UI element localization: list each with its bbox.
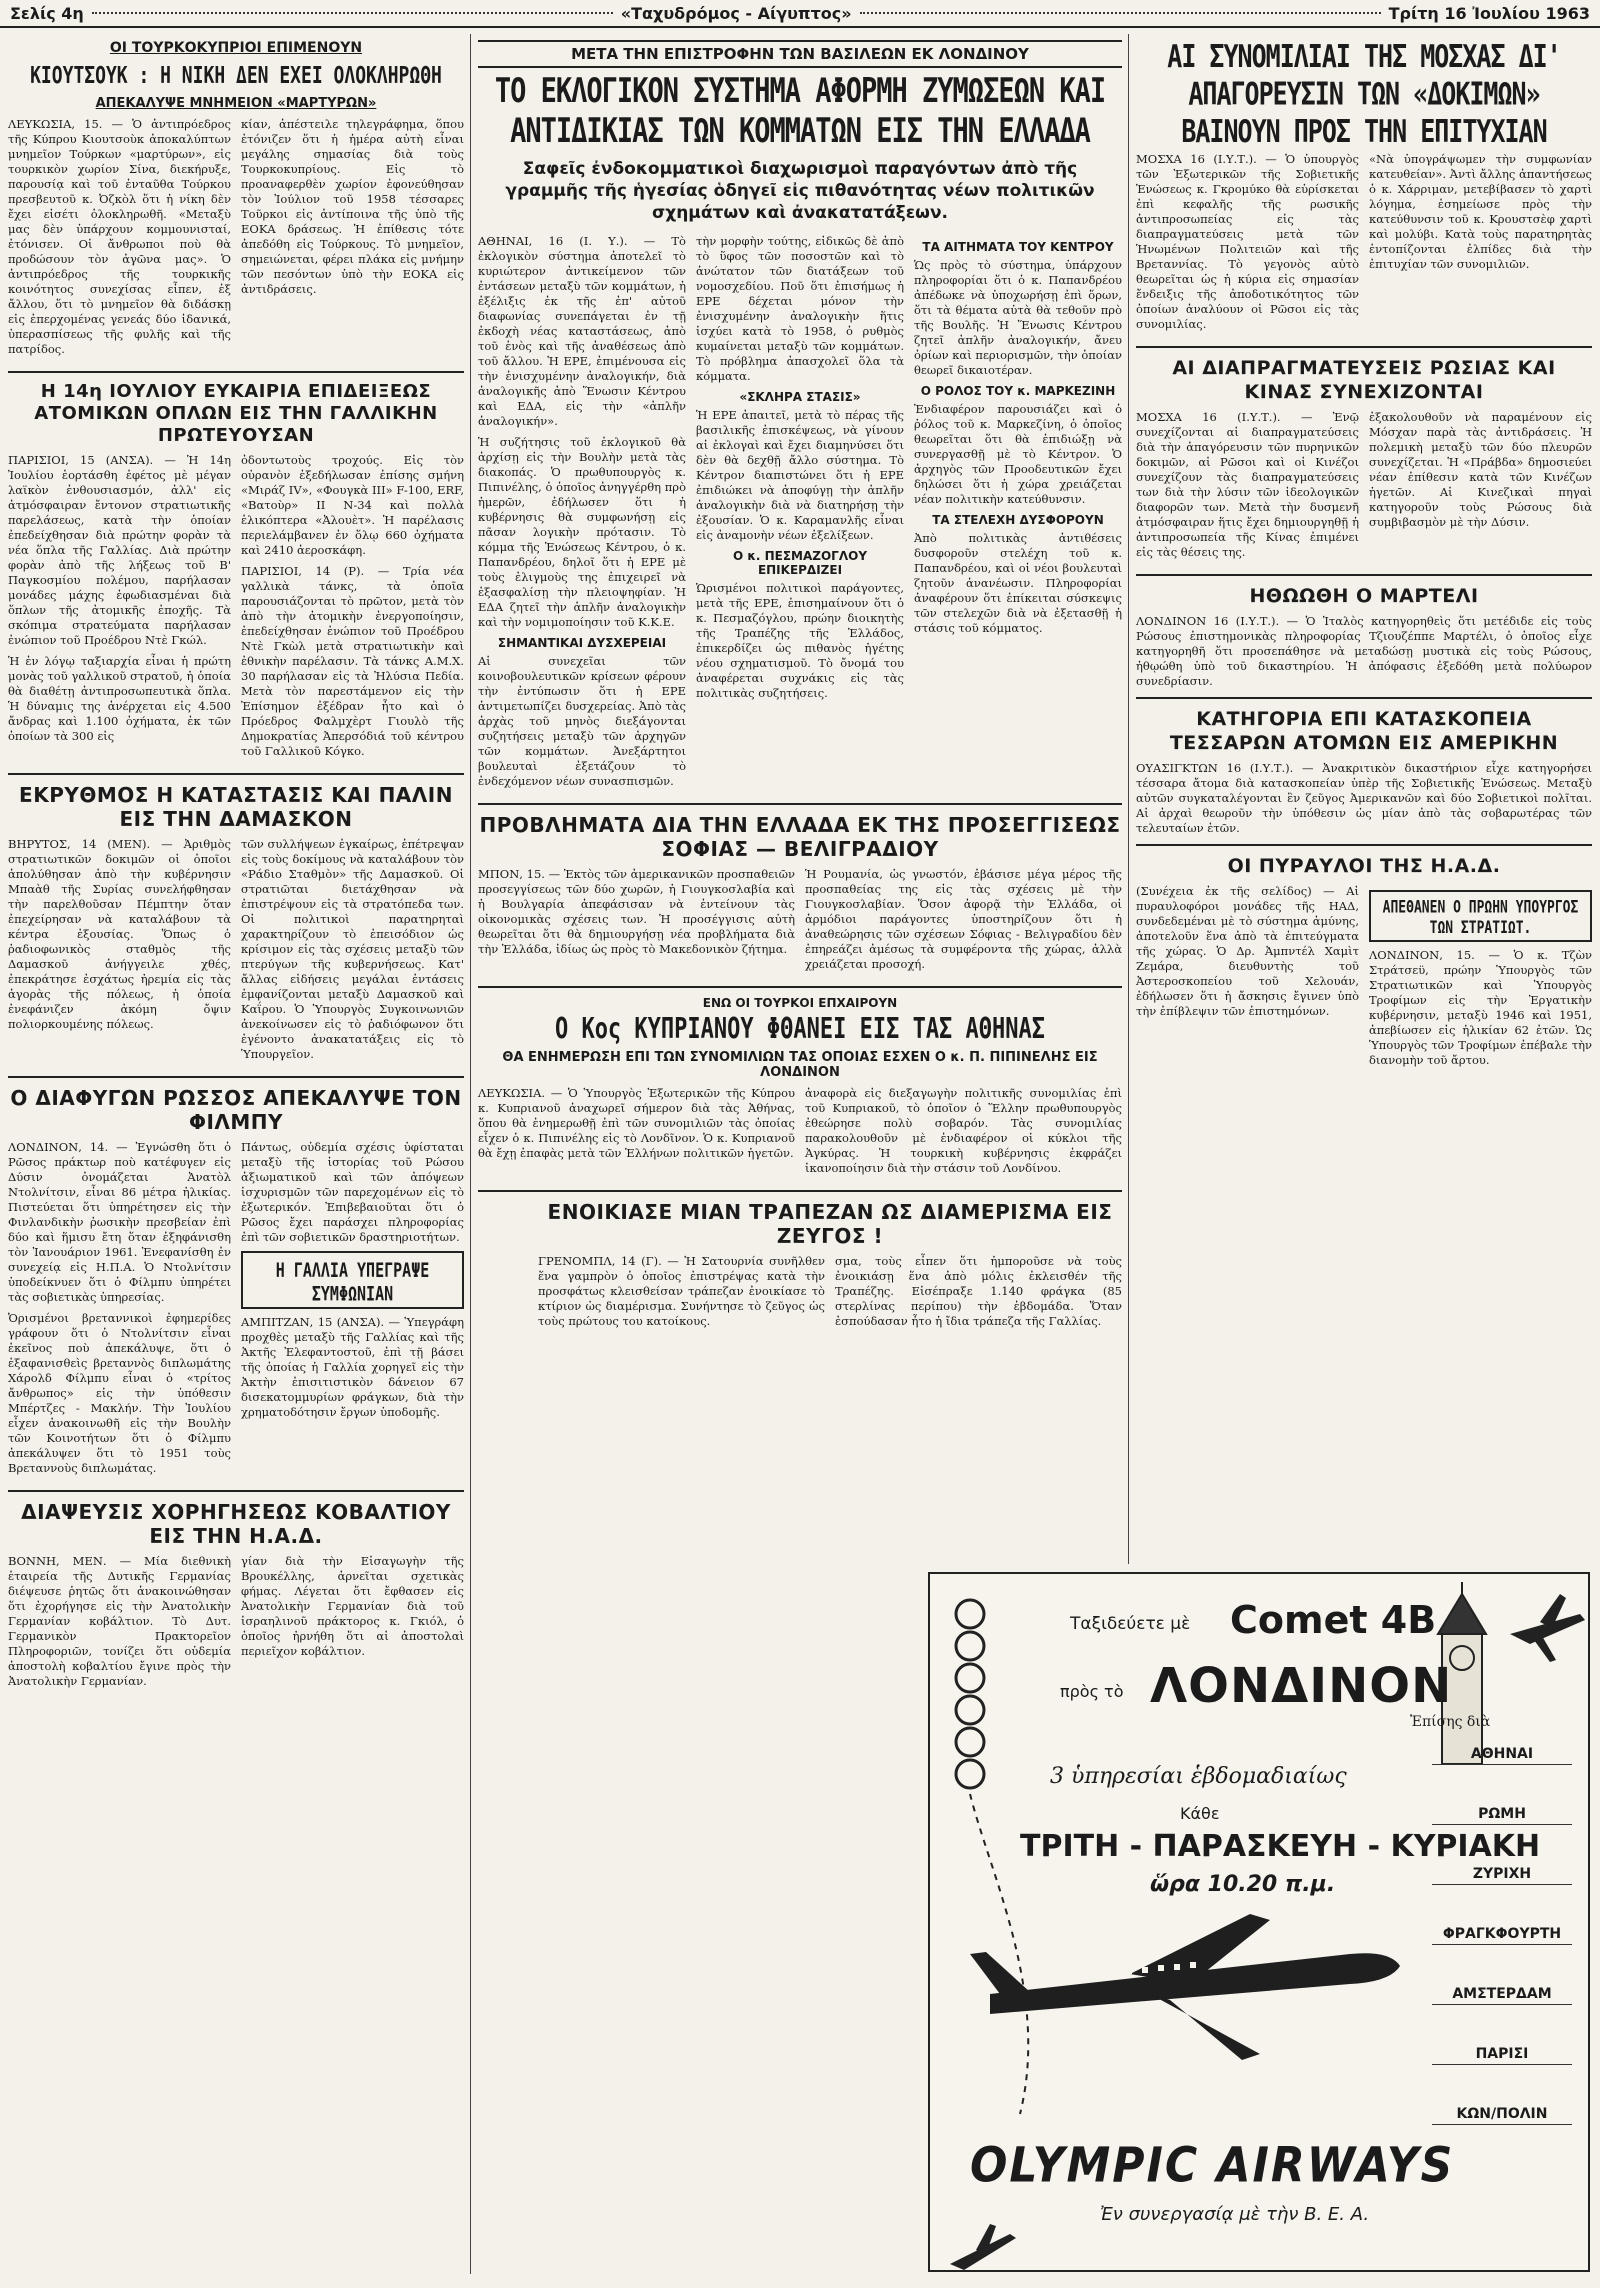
column-right — [1136, 34, 1592, 1074]
ad-departure-time: ὥρα 10.20 π.μ. — [1150, 1872, 1336, 1897]
section-heading: ΣΗΜΑΝΤΙΚΑΙ ΔΥΣΧΕΡΕΙΑΙ — [497, 636, 667, 650]
article-paragraph: «Νὰ ὑπογράψωμεν τὴν συμφωνίαν κατευθείαν». Ἀντὶ ἄλλης ἀπαντήσεως ὁ κ. Χάρριμαν, μετεβίβασεν τὸ χαρτὶ λόγημα, ἐσημείωσε πρὸς τὴν κατεύθυνσιν τοῦ κ. Κρουστσὲφ χαρτὶ καὶ μολύβι. Κατὰ τοὺς παρατηρητὰς ἐντοπίζονται ἐλπίδες διὰ τὴν ἐπιτυχίαν τῶν συνομιλιῶν. — [1369, 152, 1592, 271]
article-paragraph: ΑΘΗΝΑΙ, 16 (Ι. Υ.). — Τὸ ἐκλογικὸν σύστημα ἀποτελεῖ τὸ κυριώτερον ἀντικείμενον τῶν ἐντάσεων μεταξὺ τῶν κομμάτων, ἡ ἐξέλιξις ἐκ τῆς ἐπ' αὐτοῦ διαφωνίας συνεπάγεται ἐν τῇ ἐκδοχὴ νέας καταστάσεως, ἀπὸ τοῦ ἑνὸς καὶ τῆς ἀναθέσεως ἀπὸ τοῦ ἄλλου. Ἡ ΕΡΕ, ἐπιμένουσα εἰς τὴν ἐνισχυμένην ἀναλογικήν, διὰ ἀναλογικῆς ἀπὸ Ἕνωσιν Κέντρου καὶ ΕΔΑ, εἰς τὴν «ἀπλῆν ἀναλογικήν». — [478, 234, 686, 428]
section-heading: ΤΑ ΑΙΤΗΜΑΤΑ ΤΟΥ ΚΕΝΤΡΟΥ — [922, 240, 1114, 254]
article-paragraph: ΛΕΥΚΩΣΙΑ, 15. — Ὁ ἀντιπρόεδρος τῆς Κύπρου Κιουτσοὺκ ἀποκαλύπτων μνημεῖον Τούρκων «μαρτύρων», εἰς τουρκικὸν χωρίον Σίνα, διεκήρυξε, παρουσίᾳ καὶ τοῦ ἐνταῦθα Τούρκου πρεσβευτοῦ κ. Ὀζκὸλ ὅτι ἡ νίκη δὲν ἔχει εἰσέτι ὁλοκληρωθῆ. «Μεταξὺ μας δὲν ὑπάρχουν κομμουνισταί, ἐτόνισεν. Οἱ ἄνθρωποι ποὺ θὰ προδώσουν τὸν ἀγῶνα μας». Ὁ ἀντιπρόεδρος τῆς τουρκικῆς κοινότητος συνεχίσας εἶπεν, ἐξ ἄλλου, ὅτι τὸ μνημεῖον θὰ διδάσκῃ εἰς ἐπερχομένας γενεάς δύο ἰδανικά, ὑπερασπίσεως τῆς φυλῆς καὶ τῆς πατρίδος. — [8, 117, 231, 356]
column-rule — [470, 34, 471, 2274]
article-headline: Ο Κος ΚΥΠΡΙΑΝΟΥ ΦΘΑΝΕΙ ΕΙΣ ΤΑΣ ΑΘΗΝΑΣ — [554, 1013, 1046, 1046]
article-paragraph: ΠΑΡΙΣΙΟΙ, 14 (Ρ). — Τρία νέα γαλλικὰ τάνκς, τὰ ὁποῖα παρουσιάζονται τὸ πρῶτον, μετὰ τὸν ἀπὸ τὴν ἀτομικὴν ἐνεργοποίησιν, ἐπεδείχθησαν ἐνώπιον τοῦ Προέδρου Ντὲ Γκὼλ μετὰ στρατιωτικὴν καὶ ἐθνικὴν παρέλασιν. Τὰ τάνκς Α.Μ.Χ. 30 παρήλασαν εἰς τὰ Ἠλύσια Πεδία. Μετὰ τὸν παρεστάμενον εἰς τὴν Ἐπίσημον ἐξέδραν ἦτο καὶ ὁ Πρόεδρος Φαλμχὲρτ Γιουλὸ τῆς Δημοκρατίας Ἀπερσόδιά τοῦ κέντρου τοῦ Γαλλικοῦ Κόγκο. — [241, 564, 464, 758]
ad-destination-london: ΛΟΝΔΙΝΟΝ — [1150, 1658, 1453, 1714]
ad-brand-name: OLYMPIC AIRWAYS — [970, 2137, 1455, 2194]
ad-city-amsterdam: ΑΜΣΤΕΡΔΑΜ — [1432, 1986, 1572, 2005]
article-headline: ΠΡΟΒΛΗΜΑΤΑ ΔΙΑ ΤΗΝ ΕΛΛΑΔΑ ΕΚ ΤΗΣ ΠΡΟΣΕΓΓΙΣΕΩΣ ΣΟΦΙΑΣ — ΒΕΛΙΓΡΑΔΙΟΥ — [479, 813, 1121, 861]
article-paragraph: Ὡρισμένοι πολιτικοὶ παράγοντες, μετὰ τῆς ΕΡΕ, ἐπισημαίνουν ὅτι ὁ κ. Πεσμαζόγλου, πρώην διοικητὴς τῆς Τραπέζης τῆς Ἑλλάδος, ἐπικερδίζει ὡς πιθανὸς ἡγέτης νέου σχηματισμοῦ. Τὸ ὄνομά του ἀναφέρεται συχνάκις εἰς τὰς πολιτικὰς συζητήσεις. — [696, 581, 904, 700]
article-paragraph: κίαν, ἀπέστειλε τηλεγράφημα, ὅπου ἐτόνιζεν ὅτι ἡ ἡμέρα αὐτὴ εἶναι μεγάλης σημασίας διὰ τοὺς Τουρκοκυπρίους. Εἰς τὸ προαναφερθὲν χωρίον ἐφονεύθησαν τὸν Ἰούλιον τοῦ 1958 τέσσαρες Τοῦρκοι εἰς ἀντίποινα τῆς ὑπὸ τῆς ΕΟΚΑ δράσεως. Ἡ ἐπίθεσις τότε ἀπεδόθη εἰς Τούρκους. Τὸ μνημεῖον, σημειώνεται, φέρει πλάκα εἰς μνήμην τῶν πεσόντων ὑπὸ τὴν ΕΟΚΑ εἰς ἀντιδράσεις. — [241, 117, 464, 296]
article-paragraph: ΜΠΟΝ, 15. — Ἐκτὸς τῶν ἀμερικανικῶν προσπαθειῶν προσεγγίσεως τῶν δύο χωρῶν, ἡ Γιουγκοσλαβία καὶ ἡ Βουλγαρία ἀπεφάσισαν νὰ ἐντείνουν τὰς οἰκονομικὰς σχέσεις των. Ἡ προσέγγισις αὐτὴ θεωρεῖται ὅτι θὰ δημιουργήσῃ νέα προβλήματα διὰ τὴν Ἑλλάδα, ἰδίως ὡς πρὸς τὸ Μακεδονικὸν ζήτημα. — [478, 867, 795, 956]
divider — [8, 1490, 464, 1492]
article-headline: ΑΠΕΘΑΝΕΝ Ο ΠΡΩΗΝ ΥΠΟΥΡΓΟΣ ΤΩΝ ΣΤΡΑΤΙΩΤ. — [1382, 898, 1579, 939]
article-paragraph: Ἐνδιαφέρον παρουσιάζει καὶ ὁ ῥόλος τοῦ κ. Μαρκεζίνη, ὁ ὁποῖος θεωρεῖται ὅτι θὰ ἐπιδιώξῃ νὰ συνεργασθῇ μὲ τὸ Κέντρον. Ὁ ἀρχηγὸς τῶν Προοδευτικῶν ἔχει δηλώσει ὅτι ἡ χώρα χρειάζεται νέαν πολιτικὴν κατεύθυνσιν. — [914, 402, 1122, 506]
article-paragraph: ΜΟΣΧΑ 16 (Ι.Υ.Τ.). — Ἐνῷ συνεχίζονται αἱ διαπραγματεύσεις διὰ τὴν ἀπαγόρευσιν τῶν πυρηνικῶν δοκιμῶν, αἱ Ρῶσοι καὶ οἱ Κινέζοι συνεχίζουν τὰς διαπραγματεύσεις των διὰ τὴν λύσιν τῶν ἰδεολογικῶν διαφορῶν των. Μετὰ τὴν δυσμενῆ ἀτμόσφαιραν ἥτις ἔχει δημιουργηθῇ ἡ ἀντιπροσωπεία τῆς Κίνας ἐπιμένει εἰς τὰς θέσεις της. — [1136, 410, 1359, 559]
divider — [8, 1076, 464, 1078]
masthead-divider — [92, 12, 613, 14]
article-headline: Η ΓΑΛΛΙΑ ΥΠΕΓΡΑΨΕ ΣΥΜΦΩΝΙΑΝ — [275, 1259, 430, 1306]
article-headline: Η 14η ΙΟΥΛΙΟΥ ΕΥΚΑΙΡΙΑ ΕΠΙΔΕΙΞΕΩΣ ΑΤΟΜΙΚΩΝ ΟΠΛΩΝ ΕΙΣ ΤΗΝ ΓΑΛΛΙΚΗΝ ΠΡΩΤΕΥΟΥΣΑΝ — [34, 381, 438, 446]
ad-city-paris: ΠΑΡΙΣΙ — [1432, 2046, 1572, 2065]
article-philby — [8, 1086, 464, 1482]
column-middle — [478, 34, 1122, 1335]
article-headline: ΗΘΩΩΘΗ Ο ΜΑΡΤΕΛΙ — [1249, 585, 1479, 607]
article-cobalt — [8, 1500, 464, 1695]
column-rule — [1128, 34, 1129, 1564]
divider — [478, 803, 1122, 805]
article-paragraph: Ὡς πρὸς τὸ σύστημα, ὑπάρχουν πληροφορίαι ὅτι ὁ κ. Παπανδρέου ἀπέδωκε νὰ ὑποχωρήσῃ ἐπὶ ὅρων, ὅτι τὰ θέματα αὐτὰ θὰ τεθοῦν πρὸ τῆς Βουλῆς. Ἡ Ἕνωσις Κέντρου ζητεῖ ἀπλῆν ἀναλογικήν, ἄνευ ὁρίων καὶ περιορισμῶν, τὴν ὁποίαν θεωρεῖ δικαιοτέραν. — [914, 258, 1122, 377]
article-paragraph: Αἱ συνεχεῖαι τῶν κοινοβουλευτικῶν κρίσεων φέρουν τὴν ἐντύπωσιν ὅτι ἡ ΕΡΕ ἀντιμετωπίζει δυσχερείας. Ἀπὸ τὰς ἀρχὰς τοῦ μηνὸς διεξάγονται συζητήσεις μεταξὺ τῶν ἀρχηγῶν τῶν κομμάτων. Ἀνεξάρτητοι βουλευταὶ ἐξετάζουν τὸ ἐνδεχόμενον νέων συνασπισμῶν. — [478, 654, 686, 788]
article-paragraph: ΒΟΝΝΗ, ΜΕΝ. — Μία διεθνικὴ ἑταιρεία τῆς Δυτικῆς Γερμανίας διέψευσε ῥητῶς ὅτι ἀνακοινώθησαν ὅτι ἐχορήγησε εἰς τὴν Ἀνατολικὴν Γερμανίαν κοβάλτιον. Τὸ Δυτ. Γερμανικὸν Πρακτορεῖον Πληροφοριῶν, τονίζει ὅτι οὐδεμία ἀποστολὴ κοβαλτίου ἔγινε πρὸς τὴν Ἀνατολικὴν Γερμανίαν. — [8, 1554, 231, 1688]
jet-plane-icon — [1510, 1594, 1585, 1662]
ad-also-to: Ἐπίσης διὰ — [1410, 1714, 1491, 1730]
divider — [8, 773, 464, 775]
article-lead: Σαφεῖς ἐνδοκομματικοὶ διαχωρισμοὶ παραγόντων ἀπὸ τῆς γραμμῆς τῆς ἡγεσίας ὁδηγεῖ εἰς πιθανότητας νέων πολιτικῶν σχημάτων καὶ ἀνακατατάξεων. — [505, 159, 1095, 223]
article-paragraph: ΜΟΣΧΑ 16 (Ι.Υ.Τ.). — Ὁ ὑπουργὸς τῶν Ἐξωτερικῶν τῆς Σοβιετικῆς Ἑνώσεως κ. Γκρομύκο θὰ εὑρίσκεται ἐπὶ κεφαλῆς τῆς ρωσικῆς ἀντιπροσωπείας εἰς τὰς διαπραγματεύσεις μετὰ τῶν Ἡνωμένων Πολιτειῶν καὶ τῆς Βρεταννίας. Τὸ γεγονὸς αὐτὸ θεωρεῖται ὡς ἡ κύρια εἰς σημασίαν ἔνδειξις τῆς ἀποδοτικότητος τῶν ὁποίων ἀναλύουν οἱ Ρῶσοι εἰς τὰς συνομιλίας. — [1136, 152, 1359, 331]
masthead-divider — [860, 12, 1381, 14]
article-paragraph: Ἡ ἐν λόγῳ ταξιαρχία εἶναι ἡ πρώτη μονὰς τοῦ γαλλικοῦ στρατοῦ, ἡ ὁποία θὰ διαθέτῃ ἀντιπροσωπευτικὰ ὅπλα. Ἡ δύναμις της ἀνέρχεται εἰς 4.500 ἄνδρας καὶ 1.100 ὀχήματα, ἐκ τῶν ὁποίων τὰ 300 εἰς — [8, 654, 231, 743]
sub-article-box — [241, 1251, 464, 1309]
article-paragraph: ΟΥΑΣΙΓΚΤΩΝ 16 (Ι.Υ.Τ.). — Ἀνακριτικὸν δικαστήριον εἶχε κατηγορήσει τέσσαρα ἄτομα διὰ κατασκοπείαν ὑπὲρ τῆς Σοβιετικῆς Ἑνώσεως. Μεταξὺ αὐτῶν συγκαταλέγονται ἓν ζεῦγος Ἀμερικανῶν καὶ δύο Σοβιετικοὶ πολῖται. Αἱ ἀρχαὶ θεωροῦν τὴν ὑπόθεσιν ὡς μίαν ἀπὸ τὰς σοβαρωτέρας τῶν τελευταίων ἐτῶν. — [1136, 761, 1592, 835]
divider — [478, 1190, 1122, 1192]
ad-towards: πρὸς τὸ — [1060, 1682, 1124, 1701]
article-paragraph: ΓΡΕΝΟΜΠΛ, 14 (Γ). — Ἡ Σατουρνία συνῆλθεν ἕνα γαμπρὸν ὁ ὁποῖος ἐπιστρέψας κατὰ τὴν προσφάτως κλεισθείσαν τράπεζαν ἐνοικίασε τὸ κτίριον ὡς διαμέρισμα. Συνήντησε τὸ ζεῦγος ὡς τοὺς πρώτους του κατοίκους. — [538, 1254, 825, 1328]
ad-city-frankfurt: ΦΡΑΓΚΦΟΥΡΤΗ — [1432, 1926, 1572, 1945]
olympic-airways-advertisement — [928, 1572, 1590, 2272]
article-sofia-belgrade — [478, 813, 1122, 978]
article-kicker: ΟΙ ΤΟΥΡΚΟΚΥΠΡΙΟΙ ΕΠΙΜΕΝΟΥΝ — [109, 40, 363, 56]
ad-days: ΤΡΙΤΗ - ΠΑΡΑΣΚΕΥΗ - ΚΥΡΙΑΚΗ — [1020, 1829, 1541, 1864]
article-headline: ΤΟ ΕΚΛΟΓΙΚΟΝ ΣΥΣΤΗΜΑ ΑΦΟΡΜΗ ΖΥΜΩΣΕΩΝ ΚΑΙ ΑΝΤΙΔΙΚΙΑΣ ΤΩΝ ΚΟΜΜΑΤΩΝ ΕΙΣ ΤΗΝ ΕΛΛΑΔΑ — [494, 72, 1106, 151]
divider — [1136, 574, 1592, 576]
section-heading: ΤΑ ΣΤΕΛΕΧΗ ΔΥΣΦΟΡΟΥΝ — [932, 513, 1104, 527]
divider — [478, 986, 1122, 988]
article-espionage — [1136, 707, 1592, 836]
sub-article-box — [1369, 890, 1592, 942]
article-headline: ΕΚΡΥΘΜΟΣ Η ΚΑΤΑΣΤΑΣΙΣ ΚΑΙ ΠΑΛΙΝ ΕΙΣ ΤΗΝ ΔΑΜΑΣΚΟΝ — [19, 783, 453, 831]
article-paragraph: γίαν διὰ τὴν Εἰσαγωγὴν τῆς Βρουκέλλης, ἀρνεῖται σχετικὰς φήμας. Λέγεται ὅτι ἔφθασεν εἰς Ἀνατολικὴν Γερμανίαν διὰ τοῦ ἰσραηλινοῦ πράκτορος κ. Γκιόλ, ὁ ὁποῖος ἠρνήθη ὅτι αἱ ἀποστολαὶ περιεῖχον κοβάλτιον. — [241, 1554, 464, 1658]
ad-every: Κάθε — [1180, 1804, 1220, 1823]
article-paragraph: Πάντως, οὐδεμία σχέσις ὑφίσταται μεταξὺ τῆς ἱστορίας τοῦ Ρώσου ἀξιωματικοῦ καὶ τῶν ἀπόψεων ἰσχυρισμῶν τῶν παρεχομένων εἰς τὸ ἐξωτερικόν. Ἐπιβεβαιοῦται ὅτι ὁ Ρῶσος ἔχει παράσχει πληροφορίας ἐπὶ τῶν σοβιετικῶν δραστηριοτήτων. — [241, 1140, 464, 1244]
article-paragraph: τὴν μορφὴν τούτης, εἰδικῶς δὲ ἀπὸ τὸ ὕφος τῶν ποσοστῶν καὶ τὸ ἀνώτατον τῶν διατάξεων τοῦ νομοσχεδίου. Ποῦ ὅτι ἐπισήμως ἡ ΕΡΕ δέχεται μόνον τὴν ἐνισχυμένην ἀναλογικὴν ἥτις ἰσχύει κατὰ τὸ 1958, ὁ ρυθμὸς κυμαίνεται μεταξὺ τῶν κομμάτων. Τὸ πρόβλημα ἀπασχολεῖ ὅλα τὰ κόμματα. — [696, 234, 904, 383]
ad-city-zurich: ΖΥΡΙΧΗ — [1432, 1866, 1572, 1885]
article-paragraph: ἐξακολουθοῦν νὰ παραμένουν εἰς Μόσχαν παρὰ τὰς ἀντιδράσεις. Ἡ πολεμικὴ μεταξὺ τῶν δύο πλευρῶν συνεχίζεται. Ἡ «Πράβδα» δημοσιεύει νέαν ἐπίθεσιν κατὰ τῶν Κινέζων ἡγετῶν. Αἱ Κινεζικαὶ πηγαὶ κατηγοροῦν τοὺς Ρώσους διὰ συμβιβασμὸν μὲ τὴν Δύσιν. — [1369, 410, 1592, 529]
issue-date: Τρίτη 16 Ἰουλίου 1963 — [1388, 3, 1590, 23]
article-kyprianou — [478, 996, 1122, 1182]
ad-travel-with: Ταξιδεύετε μὲ — [1070, 1614, 1191, 1634]
article-paragraph: (Συνέχεια ἐκ τῆς σελίδος) — Αἱ πυραυλοφόροι μονάδες τῆς ΗΑΔ, συνδεδεμέναι μὲ τὸ σύστημα ἀμύνης, ἀποτελοῦν ἕνα ἀπὸ τὰ ἐπιτεύγματα τῆς χώρας. Ὁ Δρ. Ἀμπντέλ Χαμὶτ Ζεμάρα, διευθυντὴς τοῦ Ἀστεροσκοπείου τοῦ Χελουάν, ἐδήλωσεν ὅτι ἡ ἄσκησις ἔγινεν ὑπὸ τὴν ἐπίβλεψιν τῶν ἐπιστημόνων. — [1136, 884, 1359, 1018]
page-number: Σελίς 4η — [10, 3, 84, 23]
article-paragraph: ΠΑΡΙΣΙΟΙ, 15 (ΑΝΣΑ). — Ἡ 14η Ἰουλίου ἑορτάσθη ἐφέτος μὲ μέγαν λαϊκὸν ἐνθουσιασμόν, ἀλλ' εἰς ἀτμόσφαιραν ἔντονον στρατιωτικῆς παρελάσεως, κατὰ τὴν ὁποίαν ἐπεδείχθησαν διὰ πρώτην φορὰν τὰ νέα ὅπλα τῆς Γαλλίας. Διὰ πρώτην φορὰν ἀπὸ τῆς λήξεως τοῦ Β' Παγκοσμίου πολέμου, παρήλασαν μονάδες μάχης ἐφωδιασμέναι διὰ ὅπλων τῆς ἀτομικῆς ἐποχῆς. Τὰ σκόπιμα στρατεύματα παρήλασαν ἐνώπιον τοῦ Προέδρου Ντὲ Γκώλ. — [8, 453, 231, 647]
comet-airplane-icon — [970, 1914, 1400, 2060]
article-paragraph: Ἡ Ρουμανία, ὡς γνωστόν, ἐβάσισε μέγα μέρος τῆς προσπαθείας της εἰς τὰς σχέσεις μὲ τὴν Γιουγκοσλαβίαν. Ὅσον ἀφορᾷ τὴν Ἑλλάδα, οἱ ἁρμόδιοι παράγοντες ὑποστηρίζουν ὅτι ἡ ἀναθεώρησις τῶν σχέσεων Σόφιας - Βελιγραδίου δὲν ἐπηρεάζει ἀμέσως τὰ συμφέροντα τῆς χώρας, ἀλλὰ χρειάζεται προσοχή. — [805, 867, 1122, 971]
bottom-plane-icon — [950, 2224, 1016, 2270]
article-paragraph: Ἡ ΕΡΕ ἀπαιτεῖ, μετὰ τὸ πέρας τῆς βασιλικῆς ἐπισκέψεως, νὰ γίνουν αἱ ἐκλογαὶ καὶ ἔχει διαμηνύσει ὅτι δὲν θὰ δεχθῇ ἄλλο σύστημα. Τὸ Κέντρον διαπιστώνει ὅτι ἡ ΕΡΕ ἐπιδιώκει νὰ ἀποφύγῃ τὴν ἀπλῆν ἀναλογικὴν διὰ νὰ διατηρήσῃ τὴν ἐξουσίαν. Ὁ κ. Καραμανλῆς εἶναι εἰς ἀναμονὴν νέων ἐξελίξεων. — [696, 408, 904, 542]
article-paragraph: ΑΜΠΙΤΖΑΝ, 15 (ΑΝΣΑ). — Ὑπεγράφη προχθὲς μεταξὺ τῆς Γαλλίας καὶ τῆς Ἀκτῆς Ἐλεφαντοστοῦ, ἐπὶ τῇ βάσει τῆς ὁποίας ἡ Γαλλία χορηγεῖ εἰς τὴν Ἀκτὴν ἐπισιτιστικὸν δάνειον 67 δισεκατομμυρίων φράγκων, διὰ τὴν χρηματοδότησιν ἔργων ὑποδομῆς. — [241, 1315, 464, 1419]
ad-city-rome: ΡΩΜΗ — [1432, 1806, 1572, 1825]
article-paragraph: Ἀπὸ πολιτικὰς ἀντιθέσεις δυσφοροῦν στελέχη τοῦ κ. Παπανδρέου, καὶ οἱ νέοι βουλευταὶ ζητοῦν ἀνανέωσιν. Πληροφορίαι ἀναφέρουν ὅτι ἐπίκειται σύσκεψις τῶν στελεχῶν διὰ νὰ ἐξετασθῇ ἡ στάσις τοῦ κόμματος. — [914, 531, 1122, 635]
article-paragraph: ἀναφορὰ εἰς διεξαγωγὴν πολιτικῆς συνομιλίας ἐπὶ τοῦ Κυπριακοῦ, τὸ ὁποῖον ὁ Ἕλλην πρωθυπουργὸς ἐθεώρησε πολὺ σοβαρόν. Τὰς συνομιλίας παρακολουθοῦν μὲ ἐνδιαφέρον οἱ κύκλοι τῆς Ἀγκύρας. Ἡ τουρκικὴ κυβέρνησις ἐκφράζει ἱκανοποίησιν διὰ τὴν στάσιν τοῦ Λονδίνου. — [805, 1086, 1122, 1175]
article-marteli — [1136, 584, 1592, 689]
article-russia-china — [1136, 356, 1592, 566]
olympic-rings-icon — [956, 1600, 984, 1788]
article-paragraph: ΛΕΥΚΩΣΙΑ. — Ὁ Ὑπουργὸς Ἐξωτερικῶν τῆς Κύπρου κ. Κυπριανοῦ ἀναχωρεῖ σήμερον διὰ τὰς Ἀθήνας, ὅπου θὰ ἐνημερωθῇ ἐπὶ τῶν συνομιλιῶν τὰς ὁποίας εἶχεν ὁ κ. Πιπινέλης εἰς τὸ Λονδῖνον. Ὁ κ. Κυπριανοῦ θὰ ἔχῃ ἐπαφὰς μετὰ τῶν Ἑλλήνων πολιτικῶν ἡγετῶν. — [478, 1086, 795, 1160]
divider — [8, 371, 464, 373]
article-headline: ΑΙ ΔΙΑΠΡΑΓΜΑΤΕΥΣΕΙΣ ΡΩΣΙΑΣ ΚΑΙ ΚΙΝΑΣ ΣΥΝΕΧΙΖΟΝΤΑΙ — [1172, 357, 1556, 403]
article-paragraph: ΒΗΡΥΤΟΣ, 14 (ΜΕΝ). — Ἀριθμὸς στρατιωτικῶν δοκιμῶν οἱ ὁποῖοι ἀπολύθησαν ἀπὸ τὴν κυβέρνησιν Μπαὰθ τῆς Συρίας συνελήφθησαν τὴν παρελθοῦσαν Πέμπτην ὅταν ἐπεχείρησαν νὰ καταλάβουν τὰ κέντρα ἐξουσίας. Ὅπως ὁ ῥαδιοφωνικὸς σταθμὸς τῆς Δαμασκοῦ ἀνήγγειλε χθές, ἐπεκράτησε ἐσχάτως ἠρεμία εἰς τὰς ἀγορὰς τῆς πόλεως, ἡ ὁποία ἐνεφάνιζεν ἀκόμη ὄψιν πολιορκουμένης πόλεως. — [8, 837, 231, 1031]
ad-frequency: 3 ὑπηρεσίαι ἑβδομαδιαίως — [1050, 1764, 1347, 1789]
article-kicker: ΕΝΩ ΟΙ ΤΟΥΡΚΟΙ ΕΠΧΑΙΡΟΥΝ — [702, 996, 898, 1010]
newspaper-name: «Ταχυδρόμος - Αίγυπτος» — [620, 3, 852, 23]
article-paragraph: σμα, τοὺς εἶπεν ὅτι ἠμποροῦσε νὰ τοὺς ἐνοικιάσῃ ἕνα ἀπὸ μόλις ἐκλεισθέν τῆς Τραπέζης. Εἰσέπραξε 1.140 φράγκα (85 στερλίνας περίπου) τὴν ἑβδομάδα. Ὅταν ἐσπούδασαν ἦτο ἡ ἴδια τράπεζα τῆς Γαλλίας. — [835, 1254, 1122, 1328]
article-damascus — [8, 783, 464, 1068]
article-paragraph: Ὁρισμένοι βρεταννικοὶ ἐφημερίδες γράφουν ὅτι ὁ Ντολνίτσιν εἶναι ἐκεῖνος ποὺ ἀπεκάλυψε, ὅτι ὁ ἐξαφανισθεὶς βρεταννὸς διπλωμάτης Χάρολδ Φίλμπυ εἶναι ὁ «τρίτος ἄνθρωπος» εἰς τὴν ὑπόθεσιν Μπέρτζες - Μακλήν. Τὴν Ἰουλίου εἶχεν ἀνακοινωθῆ εἰς τὴν Βουλὴν τῶν Κοινοτήτων ὅτι ὁ Φίλμπυ ἀπεκάλυψεν ὅτι τὸ 1951 τοὺς Βρεταννοὺς διπλωμάτας. — [8, 1311, 231, 1475]
article-paragraph: ΛΟΝΔΙΝΟΝ 16 (Ι.Υ.Τ.). — Ὁ Ἰταλὸς κατηγορηθεὶς ὅτι μετέδιδε εἰς τοὺς Ρώσους ἐπιστημονικὰς πληροφορίας Τζιουζέππε Μαρτέλι, ὁ ὁποῖος εἶχε κατηγορηθῆ ὅτι προσεπάθησε νὰ μεταδώσῃ μυστικὰ εἰς τοὺς Ρώσους, ἠθῳώθη ὑπὸ τοῦ δικαστηρίου. Ἡ ἀπόφασις ἐξεδόθη μετὰ πολύωρον συνεδρίασιν. — [1136, 614, 1592, 688]
article-headline: Ο ΔΙΑΦΥΓΩΝ ΡΩΣΣΟΣ ΑΠΕΚΑΛΥΨΕ ΤΟΝ ΦΙΛΜΠΥ — [10, 1086, 462, 1134]
ad-partnership: Ἐν συνεργασίᾳ μὲ τὴν B. E. A. — [1100, 2204, 1370, 2225]
ad-city-athens: ΑΘΗΝΑΙ — [1432, 1746, 1572, 1765]
article-paragraph: Ἡ συζήτησις τοῦ ἐκλογικοῦ θὰ ἀρχίσῃ εἰς τὴν Βουλὴν μετὰ τὰς διακοπάς. Ὁ πρωθυπουργὸς κ. Πιπινέλης, ὁ ὁποῖος ἀνηγγέρθη πρὸ ἡμερῶν, ἐδήλωσεν ὅτι ἡ κυβέρνησις θὰ συμφωνήσῃ εἰς πᾶσαν λογικὴν πρότασιν. Τὸ κόμμα τῆς Ἑνώσεως Κέντρου, ὁ κ. Παπανδρέου, δηλοῖ ὅτι ἡ ΕΡΕ μὲ τοὺς ἐλιγμοὺς της ἐπιχειρεῖ νὰ ἐξασφαλίσῃ τὴν πλειοψηφίαν. Ἡ ΕΔΑ ζητεῖ τὴν ἁπλῆν ἀναλογικὴν καὶ τὴν νομιμοποίησιν τοῦ Κ.Κ.Ε. — [478, 435, 686, 629]
article-headline: ΑΙ ΣΥΝΟΜΙΛΙΑΙ ΤΗΣ ΜΟΣΧΑΣ ΔΙ' ΑΠΑΓΟΡΕΥΣΙΝ ΤΩΝ «ΔΟΚΙΜΩΝ» ΒΑΙΝΟΥΝ ΠΡΟΣ ΤΗΝ ΕΠΙΤΥΧΙΑΝ — [1167, 38, 1561, 150]
section-heading: «ΣΚΛΗΡΑ ΣΤΑΣΙΣ» — [739, 390, 861, 404]
section-heading: Ο κ. ΠΕΣΜΑΖΟΓΛΟΥ ΕΠΙΚΕΡΔΙΖΕΙ — [732, 549, 868, 577]
article-headline: ΟΙ ΠΥΡΑΥΛΟΙ ΤΗΣ Η.Α.Δ. — [1227, 855, 1501, 877]
article-paragraph: τῶν συλλήψεων ἐγκαίρως, ἐπέτρεψαν εἰς τοὺς δοκίμους νὰ καταλάβουν τὸν «Ράδιο Σταθμὸν» τῆς Δαμασκοῦ. Οἱ στρατιῶται διετάχθησαν νὰ ἐπιστρέψουν εἰς τὰ στρατόπεδα των. Οἱ πολιτικοὶ παρατηρηταὶ χαρακτηρίζουν τὸ ἐπεισόδιον ὡς κρίσιμον εἰς τὰς σχέσεις μεταξὺ τῶν πτερύγων τῆς κυβερνήσεως. Κατ' ἄλλας εἰδήσεις μεγάλαι ἐντάσεις ἐμφανίζονται μεταξὺ Δαμασκοῦ καὶ Καΐρου. Ὁ Ὑπουργὸς Συγκοινωνιῶν ἀνεκοίνωσεν εἰς τὸ ῥαδιόφωνον ὅτι ἐγένοντο ἀνακατατάξεις εἰς τὸ Ὑπουργεῖον. — [241, 837, 464, 1061]
article-paragraph: ὀδοντωτοὺς τροχούς. Εἰς τὸν οὐρανὸν ἐξεδήλωσαν ἐπίσης σμήνη «Μιράζ IV», «Φουγκὰ ΙΙΙ» F-100, ERF, «Βατοὺρ» II N-34 καὶ πολλὰ ἑλικόπτερα «Ἀλουὲτ». Ἡ παρέλασις περιελάμβανεν ἐν ὅλῳ 660 ὀχήματα καὶ 2410 ἀεροσκάφη. — [241, 453, 464, 557]
divider — [1136, 697, 1592, 699]
article-electoral-system — [478, 40, 1122, 795]
article-kicker: ΜΕΤΑ ΤΗΝ ΕΠΙΣΤΡΟΦΗΝ ΤΩΝ ΒΑΣΙΛΕΩΝ ΕΚ ΛΟΝΔΙΝΟΥ — [478, 40, 1122, 68]
article-uar-rockets — [1136, 854, 1592, 1074]
section-heading: Ο ΡΟΛΟΣ ΤΟΥ κ. ΜΑΡΚΕΖΙΝΗ — [920, 384, 1116, 398]
article-headline: ΚΑΤΗΓΟΡΙΑ ΕΠΙ ΚΑΤΑΣΚΟΠΕΙΑ ΤΕΣΣΑΡΩΝ ΑΤΟΜΩΝ ΕΙΣ ΑΜΕΡΙΚΗΝ — [1169, 708, 1559, 754]
article-headline: ΔΙΑΨΕΥΣΙΣ ΧΟΡΗΓΗΣΕΩΣ ΚΟΒΑΛΤΙΟΥ ΕΙΣ ΤΗΝ Η.Α.Δ. — [21, 1500, 451, 1548]
ad-aircraft-name: Comet 4B — [1230, 1598, 1437, 1642]
ad-city-istanbul: ΚΩΝ/ΠΟΛΙΝ — [1432, 2106, 1572, 2125]
article-headline: ΚΙΟΥΤΣΟΥΚ : Η ΝΙΚΗ ΔΕΝ ΕΧΕΙ ΟΛΟΚΛΗΡΩΘΗ — [30, 62, 442, 90]
article-paragraph: ΛΟΝΔΙΝΟΝ, 14. — Ἐγνώσθη ὅτι ὁ Ρῶσος πράκτωρ ποὺ κατέφυγεν εἰς Δύσιν ὀνομάζεται Ἀνατὸλ Ντολνίτσιν, εἶναι 86 μέτρα ἡλικίας. Πιστεύεται ὅτι ὑπηρέτησεν εἰς τὴν Φινλανδικὴν ῥωσικὴν πρεσβείαν ἐπὶ δύο καὶ ἥμισυ ἔτη ὅταν ἐξηφάνισθη τὸν Ἰανουάριον 1961. Ἐνεφανίσθη ἐν συνεχείᾳ εἰς Η.Π.Α. Ὁ Ντολνίτσιν ὑποδείκνυεν ὅτι ὁ Φίλμπυ ὑπηρέτει τὰς σοβιετικὰς ὑπηρεσίας. — [8, 1140, 231, 1304]
divider — [1136, 844, 1592, 846]
article-paragraph: ΛΟΝΔΙΝΟΝ, 15. — Ὁ κ. Τζὼν Στράτσεϋ, πρώην Ὑπουργὸς τῶν Στρατιωτικῶν καὶ Ὑπουργὸς Τροφίμων εἰς τὴν Ἐργατικὴν κυβέρνησιν, μεταξὺ 1946 καὶ 1951, ἀπεβίωσεν εἰς ἡλικίαν 62 ἐτῶν. Ὡς Ὑπουργὸς τῶν Τροφίμων ἐπέβαλε τὴν διανομὴν τοῦ ἄρτου. — [1369, 948, 1592, 1067]
article-july14 — [8, 381, 464, 765]
article-kioutsouk — [8, 40, 464, 363]
article-subheadline: ΘΑ ΕΝΗΜΕΡΩΣΗ ΕΠΙ ΤΩΝ ΣΥΝΟΜΙΛΙΩΝ ΤΑΣ ΟΠΟΙΑΣ ΕΣΧΕΝ Ο κ. Π. ΠΙΠΙΝΕΛΗΣ ΕΙΣ ΛΟΝΔΙΝΟΝ — [502, 1050, 1098, 1080]
masthead — [0, 0, 1600, 28]
article-bank-apartment — [478, 1200, 1122, 1335]
article-subheadline: ΑΠΕΚΑΛΥΨΕ ΜΝΗΜΕΙΟΝ «ΜΑΡΤΥΡΩΝ» — [95, 96, 377, 111]
divider — [1136, 346, 1592, 348]
column-left — [8, 34, 464, 1695]
article-headline: ΕΝΟΙΚΙΑΣΕ ΜΙΑΝ ΤΡΑΠΕΖΑΝ ΩΣ ΔΙΑΜΕΡΙΣΜΑ ΕΙΣ ΖΕΥΓΟΣ ! — [547, 1200, 1113, 1248]
article-moscow-talks — [1136, 38, 1592, 338]
